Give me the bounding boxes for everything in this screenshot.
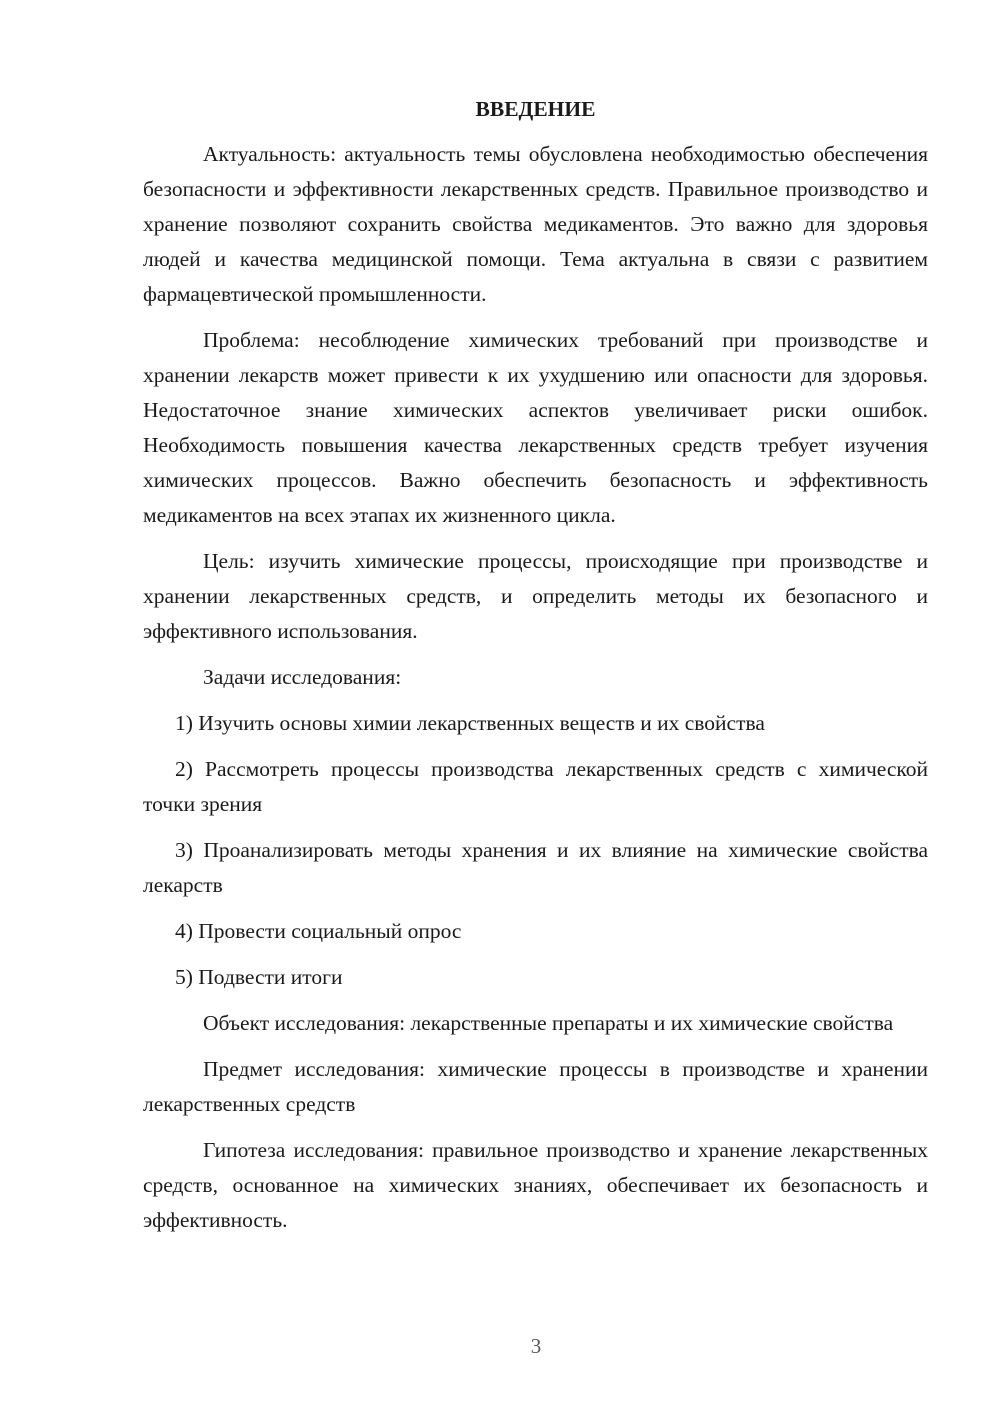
- paragraph-problem: Проблема: несоблюдение химических требований при производстве и хранении лекарств может привести к их ухудшению или опасности для здоровья. Недостаточное знание химических аспектов увеличивает риски ошибок. Необходимость повышения качества лекарственных средств требует изучения химических процессов. Важно обеспечить безопасность и эффективность медикаментов на всех этапах их жизненного цикла.: [143, 328, 928, 527]
- paragraph-goal: Цель: изучить химические процессы, происходящие при производстве и хранении лекарственных средств, и определить методы их безопасного и эффективного использования.: [143, 549, 928, 643]
- paragraph-object: Объект исследования: лекарственные препараты и их химические свойства: [203, 1011, 894, 1035]
- paragraph-tasks-heading: Задачи исследования:: [203, 665, 402, 689]
- section-title: ВВЕДЕНИЕ: [475, 97, 596, 121]
- task-item-4: 4) Провести социальный опрос: [175, 919, 462, 943]
- task-item-1: 1) Изучить основы химии лекарственных веществ и их свойства: [175, 711, 765, 735]
- task-item-3: 3) Проанализировать методы хранения и их влияние на химические свойства лекарств: [143, 838, 928, 897]
- document-page: [143, 92, 928, 1249]
- paragraph-subject: Предмет исследования: химические процессы в производстве и хранении лекарственных средств: [143, 1057, 928, 1116]
- paragraph-relevance: Актуальность: актуальность темы обусловлена необходимостью обеспечения безопасности и эффективности лекарственных средств. Правильное производство и хранение позволяют сохранить свойства медикаментов. Это важно для здоровья людей и качества медицинской помощи. Тема актуальна в связи с развитием фармацевтической промышленности.: [143, 142, 928, 306]
- paragraph-hypothesis: Гипотеза исследования: правильное производство и хранение лекарственных средств, основанное на химических знаниях, обеспечивает их безопасность и эффективность.: [143, 1138, 928, 1232]
- task-item-2: 2) Рассмотреть процессы производства лекарственных средств с химической точки зрения: [143, 757, 928, 816]
- page-number: 3: [530, 1334, 542, 1358]
- task-item-5: 5) Подвести итоги: [175, 965, 343, 989]
